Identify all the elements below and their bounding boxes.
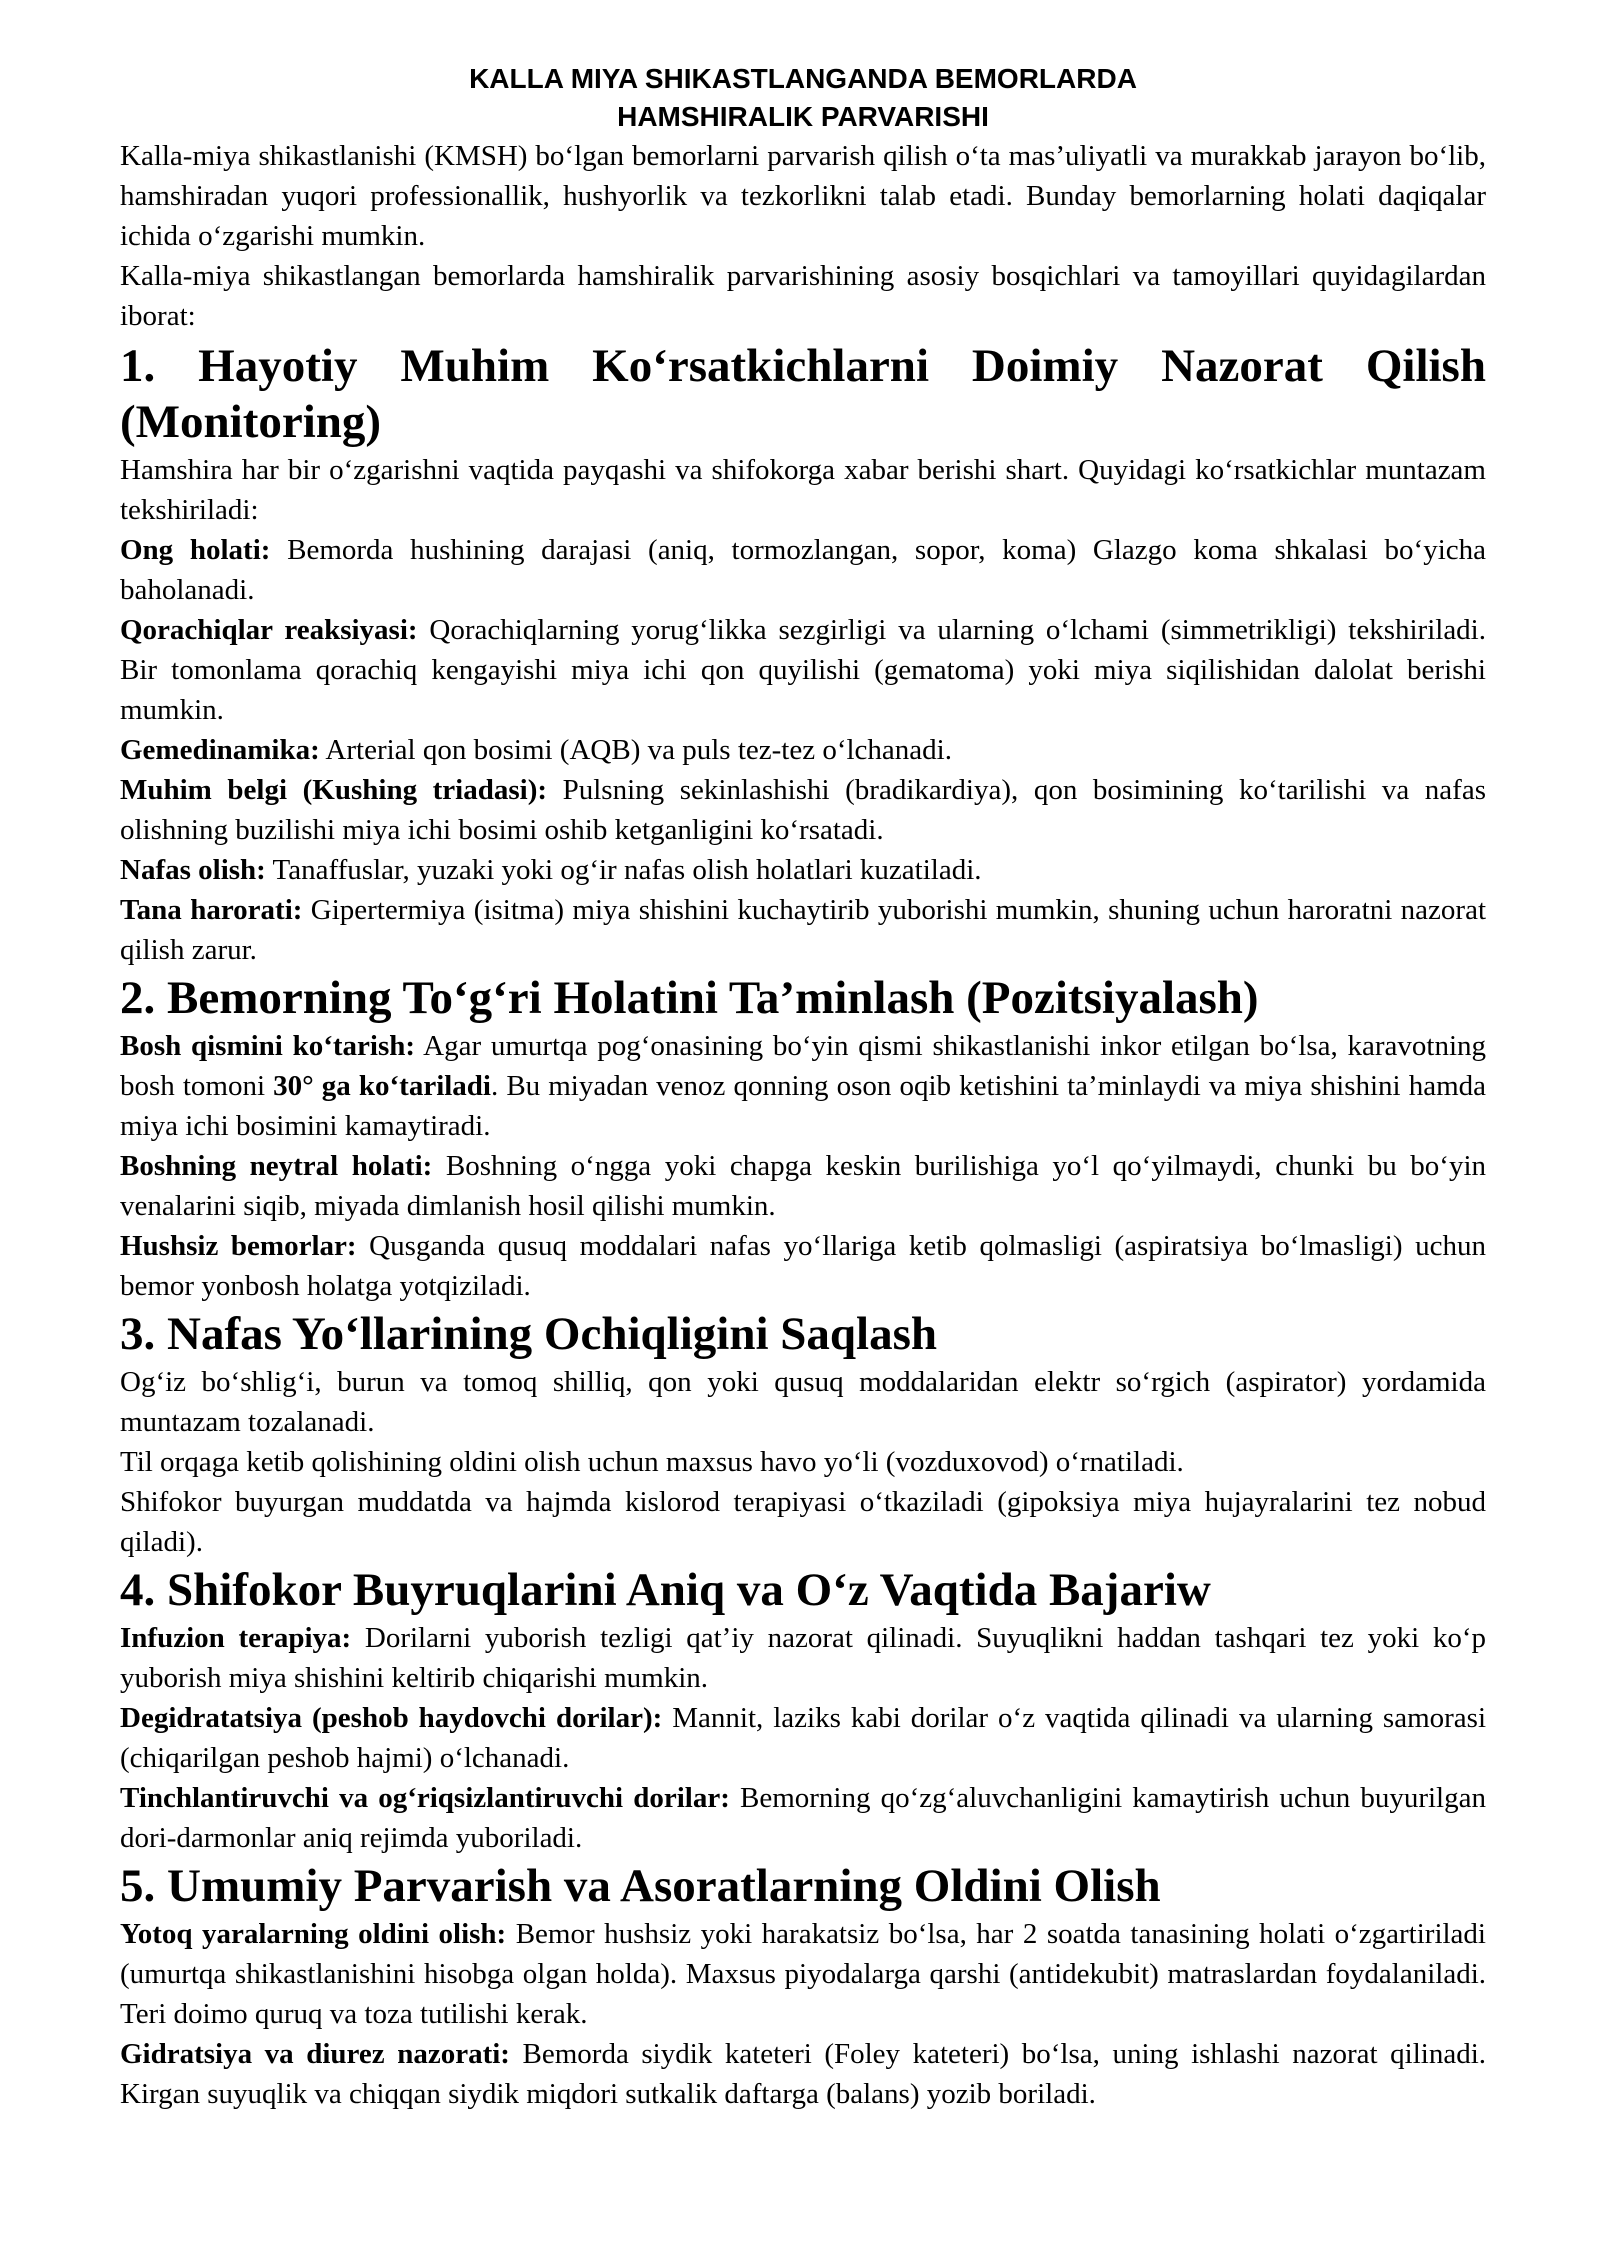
paragraph: Shifokor buyurgan muddatda va hajmda kislorod terapiyasi o‘tkaziladi (gipoksiya miya hujayralarini tez nobud qiladi). xyxy=(120,1486,1486,1558)
item-label: Degidratatsiya (peshob haydovchi dorilar): xyxy=(120,1702,663,1734)
list-item xyxy=(120,1914,1486,2034)
item-label: Nafas olish: xyxy=(120,854,266,886)
list-item xyxy=(120,1778,1486,1858)
intro-paragraph: Kalla-miya shikastlangan bemorlarda hamshiralik parvarishining asosiy bosqichlari va tamoyillari quyidagilardan iborat: xyxy=(120,260,1486,332)
list-item xyxy=(120,610,1486,730)
item-label: Gidratsiya va diurez nazorati: xyxy=(120,2038,510,2070)
item-label: Muhim belgi (Kushing triadasi): xyxy=(120,774,548,806)
list-item xyxy=(120,1026,1486,1146)
section-heading-general-care: 5. Umumiy Parvarish va Asoratlarning Oldini Olish xyxy=(120,1860,1161,1912)
paragraph: Og‘iz bo‘shlig‘i, burun va tomoq shilliq, qon yoki qusuq moddalaridan elektr so‘rgich (aspirator) yordamida muntazam tozalanadi. xyxy=(120,1366,1486,1438)
item-label: Infuzion terapiya: xyxy=(120,1622,352,1654)
item-text: Boshning o‘ngga yoki chapga keskin burilishiga yo‘l qo‘yilmaydi, chunki bu bo‘yin venalarini siqib, miyada dimlanish hosil qilishi mumkin. xyxy=(120,1150,1486,1222)
item-label: Tana harorati: xyxy=(120,894,303,926)
item-label: Yotoq yaralarning oldini olish: xyxy=(120,1918,507,1950)
list-item xyxy=(120,730,1486,770)
item-text: Bemorning qo‘zg‘aluvchanligini kamaytirish uchun buyurilgan dori-darmonlar aniq rejimda yuboriladi. xyxy=(120,1782,1486,1854)
document-page xyxy=(120,60,1486,2114)
list-item xyxy=(120,2034,1486,2114)
section-intro: Hamshira har bir o‘zgarishni vaqtida payqashi va shifokorga xabar berishi shart. Quyidagi ko‘rsatkichlar muntazam tekshiriladi: xyxy=(120,454,1486,526)
item-text: Qorachiqlarning yorug‘likka sezgirligi va ularning o‘lchami (simmetrikligi) tekshiriladi. Bir tomonlama qorachiq kengayishi miya ichi qon quyilishi (gematoma) yoki miya siqilishidan dalolat berishi mumkin. xyxy=(120,614,1486,726)
section-heading-airway: 3. Nafas Yo‘llarining Ochiqligini Saqlash xyxy=(120,1308,938,1360)
item-label: Ong holati: xyxy=(120,534,271,566)
document-title-line-1: KALLA MIYA SHIKASTLANGANDA BEMORLARDA xyxy=(469,63,1137,94)
document-title-line-2: HAMSHIRALIK PARVARISHI xyxy=(617,101,989,132)
item-text: Arterial qon bosimi (AQB) va puls tez-tez o‘lchanadi. xyxy=(319,734,952,766)
list-item xyxy=(120,850,1486,890)
list-item xyxy=(120,530,1486,610)
item-text: Bemor hushsiz yoki harakatsiz bo‘lsa, har 2 soatda tanasining holati o‘zgartiriladi (umurtqa shikastlanishini hisobga olgan holda). Maxsus piyodalarga qarshi (antidekubit) matraslardan foydalaniladi. Teri doimo quruq va toza tutilishi kerak. xyxy=(120,1918,1486,2030)
document-title xyxy=(120,60,1486,136)
item-label: Tinchlantiruvchi va og‘riqsizlantiruvchi dorilar: xyxy=(120,1782,730,1814)
item-text: Dorilarni yuborish tezligi qat’iy nazorat qilinadi. Suyuqlikni haddan tashqari tez yoki ko‘p yuborish miya shishini keltirib chiqarishi mumkin. xyxy=(120,1622,1487,1694)
section-heading-monitoring: 1. Hayotiy Muhim Ko‘rsatkichlarni Doimiy Nazorat Qilish (Monitoring) xyxy=(120,340,1486,448)
item-label: Qorachiqlar reaksiyasi: xyxy=(120,614,418,646)
intro-paragraph: Kalla-miya shikastlanishi (KMSH) bo‘lgan bemorlarni parvarish qilish o‘ta mas’uliyatli va murakkab jarayon bo‘lib, hamshiradan yuqori professionallik, hushyorlik va tezkorlikni talab etadi. Bunday bemorlarning holati daqiqalar ichida o‘zgarishi mumkin. xyxy=(120,140,1486,252)
list-item xyxy=(120,1618,1486,1698)
list-item xyxy=(120,1698,1486,1778)
list-item xyxy=(120,1226,1486,1306)
item-emphasis: 30° ga ko‘tariladi xyxy=(273,1070,491,1102)
item-text: Gipertermiya (isitma) miya shishini kuchaytirib yuborishi mumkin, shuning uchun haroratni nazorat qilish zarur. xyxy=(120,894,1486,966)
item-text: Mannit, laziks kabi dorilar o‘z vaqtida qilinadi va ularning samorasi (chiqarilgan peshob hajmi) o‘lchanadi. xyxy=(120,1702,1487,1774)
item-text: Tanaffuslar, yuzaki yoki og‘ir nafas olish holatlari kuzatiladi. xyxy=(265,854,982,886)
item-text: Bemorda siydik kateteri (Foley kateteri) bo‘lsa, uning ishlashi nazorat qilinadi. Kirgan suyuqlik va chiqqan siydik miqdori sutkalik daftarga (balans) yozib boriladi. xyxy=(120,2038,1486,2110)
item-label: Bosh qismini ko‘tarish: xyxy=(120,1030,416,1062)
item-text: Agar umurtqa pog‘onasining bo‘yin qismi shikastlanishi inkor etilgan bo‘lsa, karavotning bosh tomoni xyxy=(120,1030,1486,1102)
item-label: Hushsiz bemorlar: xyxy=(120,1230,357,1262)
paragraph: Til orqaga ketib qolishining oldini olish uchun maxsus havo yo‘li (vozduxovod) o‘rnatiladi. xyxy=(120,1446,1184,1478)
list-item xyxy=(120,890,1486,970)
item-text: . Bu miyadan venoz qonning oson oqib ketishini ta’minlaydi va miya shishini hamda miya ichi bosimini kamaytiradi. xyxy=(120,1070,1486,1142)
item-text: Pulsning sekinlashishi (bradikardiya), qon bosimining ko‘tarilishi va nafas olishning buzilishi miya ichi bosimi oshib ketganligini ko‘rsatadi. xyxy=(120,774,1486,846)
list-item xyxy=(120,770,1486,850)
item-label: Boshning neytral holati: xyxy=(120,1150,433,1182)
item-text: Bemorda hushining darajasi (aniq, tormozlangan, sopor, koma) Glazgo koma shkalasi bo‘yicha baholanadi. xyxy=(120,534,1487,606)
item-text: Qusganda qusuq moddalari nafas yo‘llariga ketib qolmasligi (aspiratsiya bo‘lmasligi) uchun bemor yonbosh holatga yotqiziladi. xyxy=(120,1230,1486,1302)
section-heading-doctor-orders: 4. Shifokor Buyruqlarini Aniq va O‘z Vaqtida Bajariw xyxy=(120,1564,1211,1616)
section-heading-positioning: 2. Bemorning To‘g‘ri Holatini Ta’minlash (Pozitsiyalash) xyxy=(120,972,1259,1024)
item-label: Gemedinamika: xyxy=(120,734,320,766)
list-item xyxy=(120,1146,1486,1226)
